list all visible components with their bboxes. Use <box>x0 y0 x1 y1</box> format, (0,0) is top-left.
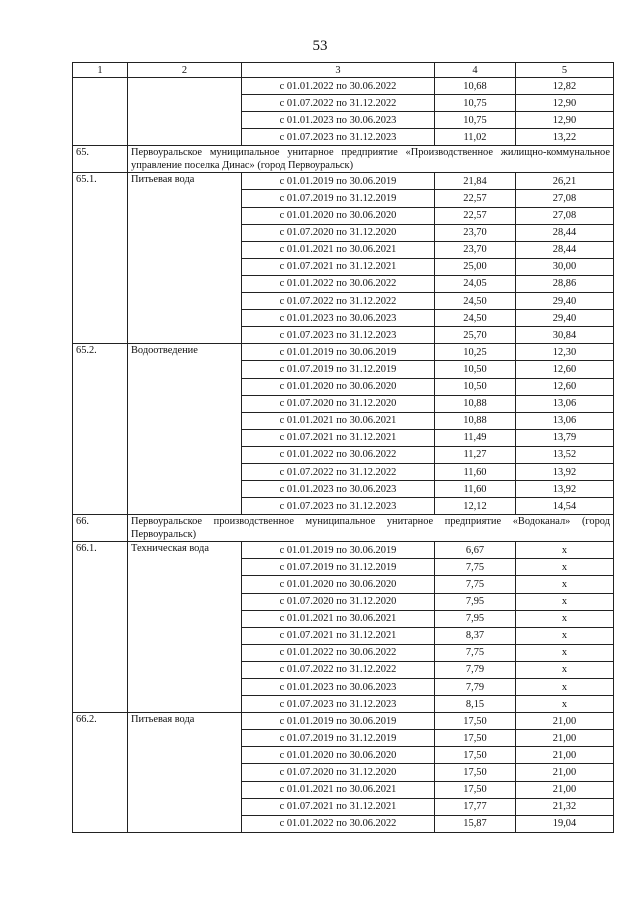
tariff-table <box>72 62 614 833</box>
value-cell: 13,92 <box>516 463 614 480</box>
period-cell: с 01.01.2021 по 30.06.2021 <box>242 241 435 258</box>
value-cell: х <box>516 644 614 661</box>
value-cell: 7,95 <box>435 593 516 610</box>
period-cell: с 01.01.2022 по 30.06.2022 <box>242 644 435 661</box>
value-cell: 11,60 <box>435 481 516 498</box>
value-cell: х <box>516 542 614 559</box>
period-cell: с 01.01.2020 по 30.06.2020 <box>242 378 435 395</box>
value-cell: 6,67 <box>435 542 516 559</box>
value-cell: 25,00 <box>435 258 516 275</box>
table-row <box>73 713 614 730</box>
header-cell: 4 <box>435 63 516 78</box>
period-cell: с 01.07.2020 по 31.12.2020 <box>242 224 435 241</box>
value-cell: 13,06 <box>516 395 614 412</box>
value-cell: 13,92 <box>516 481 614 498</box>
org-name-cell: Первоуральское муниципальное унитарное предприятие «Производственное жилищно-коммунальное управление поселка Динас» (город Первоуральск) <box>128 146 614 173</box>
value-cell: 17,50 <box>435 730 516 747</box>
period-cell: с 01.01.2019 по 30.06.2019 <box>242 344 435 361</box>
value-cell: 27,08 <box>516 190 614 207</box>
value-cell: 21,00 <box>516 730 614 747</box>
value-cell: 12,90 <box>516 95 614 112</box>
value-cell: 10,75 <box>435 95 516 112</box>
value-cell: 21,00 <box>516 764 614 781</box>
period-cell: с 01.07.2021 по 31.12.2021 <box>242 798 435 815</box>
period-cell: с 01.07.2020 по 31.12.2020 <box>242 593 435 610</box>
value-cell: 7,95 <box>435 610 516 627</box>
value-cell: 23,70 <box>435 241 516 258</box>
period-cell: с 01.01.2019 по 30.06.2019 <box>242 713 435 730</box>
period-cell: с 01.01.2023 по 30.06.2023 <box>242 310 435 327</box>
period-cell: с 01.01.2019 по 30.06.2019 <box>242 173 435 190</box>
value-cell: 12,12 <box>435 498 516 515</box>
value-cell: 10,88 <box>435 412 516 429</box>
period-cell: с 01.01.2022 по 30.06.2022 <box>242 275 435 292</box>
period-cell: с 01.07.2021 по 31.12.2021 <box>242 429 435 446</box>
organization-row <box>73 515 614 542</box>
value-cell: х <box>516 661 614 678</box>
service-cell <box>128 78 242 146</box>
table-row <box>73 173 614 190</box>
period-cell: с 01.01.2023 по 30.06.2023 <box>242 112 435 129</box>
value-cell: х <box>516 610 614 627</box>
period-cell: с 01.07.2020 по 31.12.2020 <box>242 764 435 781</box>
value-cell: 7,75 <box>435 559 516 576</box>
value-cell: 17,50 <box>435 713 516 730</box>
header-cell: 2 <box>128 63 242 78</box>
org-number-cell: 65. <box>73 146 128 173</box>
value-cell: 22,57 <box>435 190 516 207</box>
value-cell: 22,57 <box>435 207 516 224</box>
value-cell: 7,79 <box>435 679 516 696</box>
period-cell: с 01.01.2021 по 30.06.2021 <box>242 412 435 429</box>
period-cell: с 01.07.2022 по 31.12.2022 <box>242 661 435 678</box>
value-cell: 11,60 <box>435 463 516 480</box>
value-cell: 28,86 <box>516 275 614 292</box>
section-number-cell: 65.1. <box>73 173 128 344</box>
value-cell: 12,82 <box>516 78 614 95</box>
value-cell: 11,49 <box>435 429 516 446</box>
header-cell: 1 <box>73 63 128 78</box>
value-cell: 10,50 <box>435 361 516 378</box>
period-cell: с 01.07.2022 по 31.12.2022 <box>242 293 435 310</box>
value-cell: х <box>516 679 614 696</box>
period-cell: с 01.07.2023 по 31.12.2023 <box>242 498 435 515</box>
value-cell: 11,02 <box>435 129 516 146</box>
period-cell: с 01.07.2020 по 31.12.2020 <box>242 395 435 412</box>
page-number: 53 <box>312 38 328 54</box>
value-cell: 7,79 <box>435 661 516 678</box>
value-cell: 26,21 <box>516 173 614 190</box>
period-cell: с 01.01.2022 по 30.06.2022 <box>242 78 435 95</box>
value-cell: 19,04 <box>516 815 614 832</box>
value-cell: 27,08 <box>516 207 614 224</box>
value-cell: 8,15 <box>435 696 516 713</box>
value-cell: х <box>516 627 614 644</box>
value-cell: 29,40 <box>516 293 614 310</box>
period-cell: с 01.07.2019 по 31.12.2019 <box>242 730 435 747</box>
value-cell: х <box>516 576 614 593</box>
value-cell: 10,25 <box>435 344 516 361</box>
section-number-cell: 66.1. <box>73 542 128 713</box>
period-cell: с 01.01.2020 по 30.06.2020 <box>242 576 435 593</box>
value-cell: 10,88 <box>435 395 516 412</box>
value-cell: 21,32 <box>516 798 614 815</box>
value-cell: 13,52 <box>516 446 614 463</box>
value-cell: 14,54 <box>516 498 614 515</box>
value-cell: 28,44 <box>516 241 614 258</box>
period-cell: с 01.07.2021 по 31.12.2021 <box>242 258 435 275</box>
period-cell: с 01.07.2019 по 31.12.2019 <box>242 559 435 576</box>
value-cell: 12,30 <box>516 344 614 361</box>
value-cell: 10,50 <box>435 378 516 395</box>
section-number-cell: 66.2. <box>73 713 128 833</box>
period-cell: с 01.01.2020 по 30.06.2020 <box>242 207 435 224</box>
number-cell <box>73 78 128 146</box>
period-cell: с 01.07.2023 по 31.12.2023 <box>242 129 435 146</box>
period-cell: с 01.07.2023 по 31.12.2023 <box>242 696 435 713</box>
value-cell: 21,00 <box>516 713 614 730</box>
value-cell: х <box>516 593 614 610</box>
value-cell: 13,22 <box>516 129 614 146</box>
period-cell: с 01.01.2022 по 30.06.2022 <box>242 815 435 832</box>
service-cell: Питьевая вода <box>128 713 242 833</box>
org-number-cell: 66. <box>73 515 128 542</box>
value-cell: х <box>516 696 614 713</box>
org-name-cell: Первоуральское производственное муниципальное унитарное предприятие «Водоканал» (город Первоуральск) <box>128 515 614 542</box>
period-cell: с 01.07.2022 по 31.12.2022 <box>242 463 435 480</box>
value-cell: 24,05 <box>435 275 516 292</box>
value-cell: 24,50 <box>435 310 516 327</box>
service-cell: Питьевая вода <box>128 173 242 344</box>
value-cell: 10,68 <box>435 78 516 95</box>
value-cell: 12,60 <box>516 378 614 395</box>
service-cell: Техническая вода <box>128 542 242 713</box>
value-cell: 10,75 <box>435 112 516 129</box>
header-cell: 5 <box>516 63 614 78</box>
value-cell: 17,77 <box>435 798 516 815</box>
header-row <box>73 63 614 78</box>
period-cell: с 01.01.2023 по 30.06.2023 <box>242 481 435 498</box>
period-cell: с 01.07.2019 по 31.12.2019 <box>242 190 435 207</box>
period-cell: с 01.01.2023 по 30.06.2023 <box>242 679 435 696</box>
table-row <box>73 344 614 361</box>
value-cell: 21,00 <box>516 781 614 798</box>
value-cell: 11,27 <box>435 446 516 463</box>
value-cell: 30,84 <box>516 327 614 344</box>
period-cell: с 01.07.2023 по 31.12.2023 <box>242 327 435 344</box>
header-cell: 3 <box>242 63 435 78</box>
value-cell: 17,50 <box>435 747 516 764</box>
value-cell: 15,87 <box>435 815 516 832</box>
value-cell: 12,60 <box>516 361 614 378</box>
value-cell: 8,37 <box>435 627 516 644</box>
period-cell: с 01.01.2022 по 30.06.2022 <box>242 446 435 463</box>
value-cell: 28,44 <box>516 224 614 241</box>
period-cell: с 01.07.2021 по 31.12.2021 <box>242 627 435 644</box>
period-cell: с 01.01.2019 по 30.06.2019 <box>242 542 435 559</box>
service-cell: Водоотведение <box>128 344 242 515</box>
value-cell: 30,00 <box>516 258 614 275</box>
value-cell: 21,00 <box>516 747 614 764</box>
period-cell: с 01.07.2019 по 31.12.2019 <box>242 361 435 378</box>
value-cell: 17,50 <box>435 781 516 798</box>
value-cell: 13,79 <box>516 429 614 446</box>
section-number-cell: 65.2. <box>73 344 128 515</box>
value-cell: 7,75 <box>435 644 516 661</box>
value-cell: х <box>516 559 614 576</box>
value-cell: 21,84 <box>435 173 516 190</box>
value-cell: 29,40 <box>516 310 614 327</box>
table-row <box>73 78 614 95</box>
period-cell: с 01.01.2021 по 30.06.2021 <box>242 610 435 627</box>
value-cell: 7,75 <box>435 576 516 593</box>
value-cell: 17,50 <box>435 764 516 781</box>
period-cell: с 01.01.2020 по 30.06.2020 <box>242 747 435 764</box>
value-cell: 25,70 <box>435 327 516 344</box>
value-cell: 24,50 <box>435 293 516 310</box>
table-row <box>73 542 614 559</box>
organization-row <box>73 146 614 173</box>
value-cell: 23,70 <box>435 224 516 241</box>
period-cell: с 01.01.2021 по 30.06.2021 <box>242 781 435 798</box>
value-cell: 13,06 <box>516 412 614 429</box>
value-cell: 12,90 <box>516 112 614 129</box>
period-cell: с 01.07.2022 по 31.12.2022 <box>242 95 435 112</box>
